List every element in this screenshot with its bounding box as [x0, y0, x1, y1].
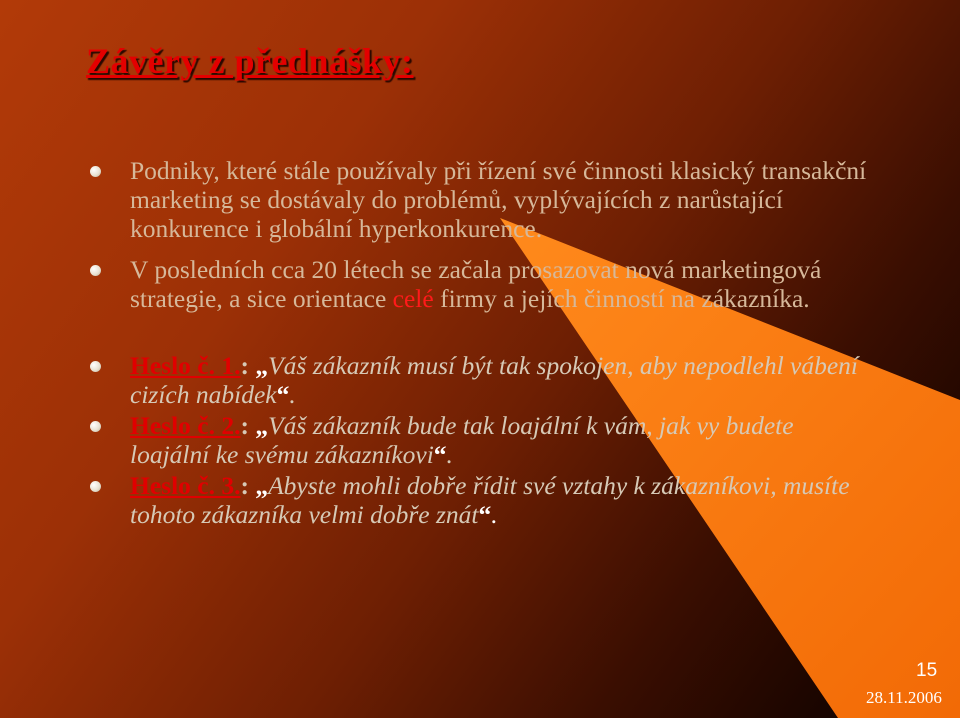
quote-close: “ — [478, 500, 492, 529]
quote-close: “ — [276, 380, 290, 409]
motto-colon: : — [240, 351, 249, 380]
motto-item-3 — [90, 471, 870, 529]
bullet-icon — [90, 421, 101, 432]
motto-text: Váš zákazník bude tak loajální k vám, jak vy budete loajální ke svému zákazníkovi — [130, 411, 794, 469]
motto-label: Heslo č. 1. — [130, 351, 241, 380]
bullet-icon — [90, 166, 101, 177]
bullet-text: Podniky, které stále používaly při řízení své činnosti klasický transakční marketing se dostávaly do problémů, vyplývajících z narůstající konkurence i globální hyperkonkurence. — [130, 156, 867, 243]
motto-label: Heslo č. 3. — [130, 471, 241, 500]
quote-open: „ — [255, 471, 269, 500]
bullet-highlight: celé — [392, 284, 434, 313]
page-number: 15 — [916, 660, 938, 681]
motto-end: . — [491, 500, 498, 529]
bullet-icon — [90, 361, 101, 372]
motto-colon: : — [240, 471, 249, 500]
bullet-text-start: V posledních cca 20 létech se začala prosazovat nová marketingová strategie, a sice orientace — [130, 255, 822, 313]
motto-end: . — [446, 440, 453, 469]
quote-open: „ — [255, 411, 269, 440]
bullet-icon — [90, 265, 101, 276]
motto-text: Abyste mohli dobře řídit své vztahy k zákazníkovi, musíte tohoto zákazníka velmi dobře znát — [130, 471, 850, 529]
motto-item-2 — [90, 411, 870, 469]
motto-end: . — [289, 380, 296, 409]
quote-close: “ — [433, 440, 447, 469]
motto-item-1 — [90, 351, 870, 409]
bullet-list — [90, 156, 870, 529]
motto-label: Heslo č. 2. — [130, 411, 241, 440]
quote-open: „ — [255, 351, 269, 380]
bullet-item-2 — [90, 255, 870, 313]
slide-date: 28.11.2006 — [866, 688, 942, 707]
bullet-item-1 — [90, 156, 870, 243]
motto-text: Váš zákazník musí být tak spokojen, aby nepodlehl vábení cizích nabídek — [130, 351, 859, 409]
bullet-icon — [90, 481, 101, 492]
bullet-text-end: firmy a jejích činností na zákazníka. — [433, 284, 810, 313]
motto-colon: : — [240, 411, 249, 440]
slide-title: Závěry z přednášky: — [86, 41, 414, 81]
